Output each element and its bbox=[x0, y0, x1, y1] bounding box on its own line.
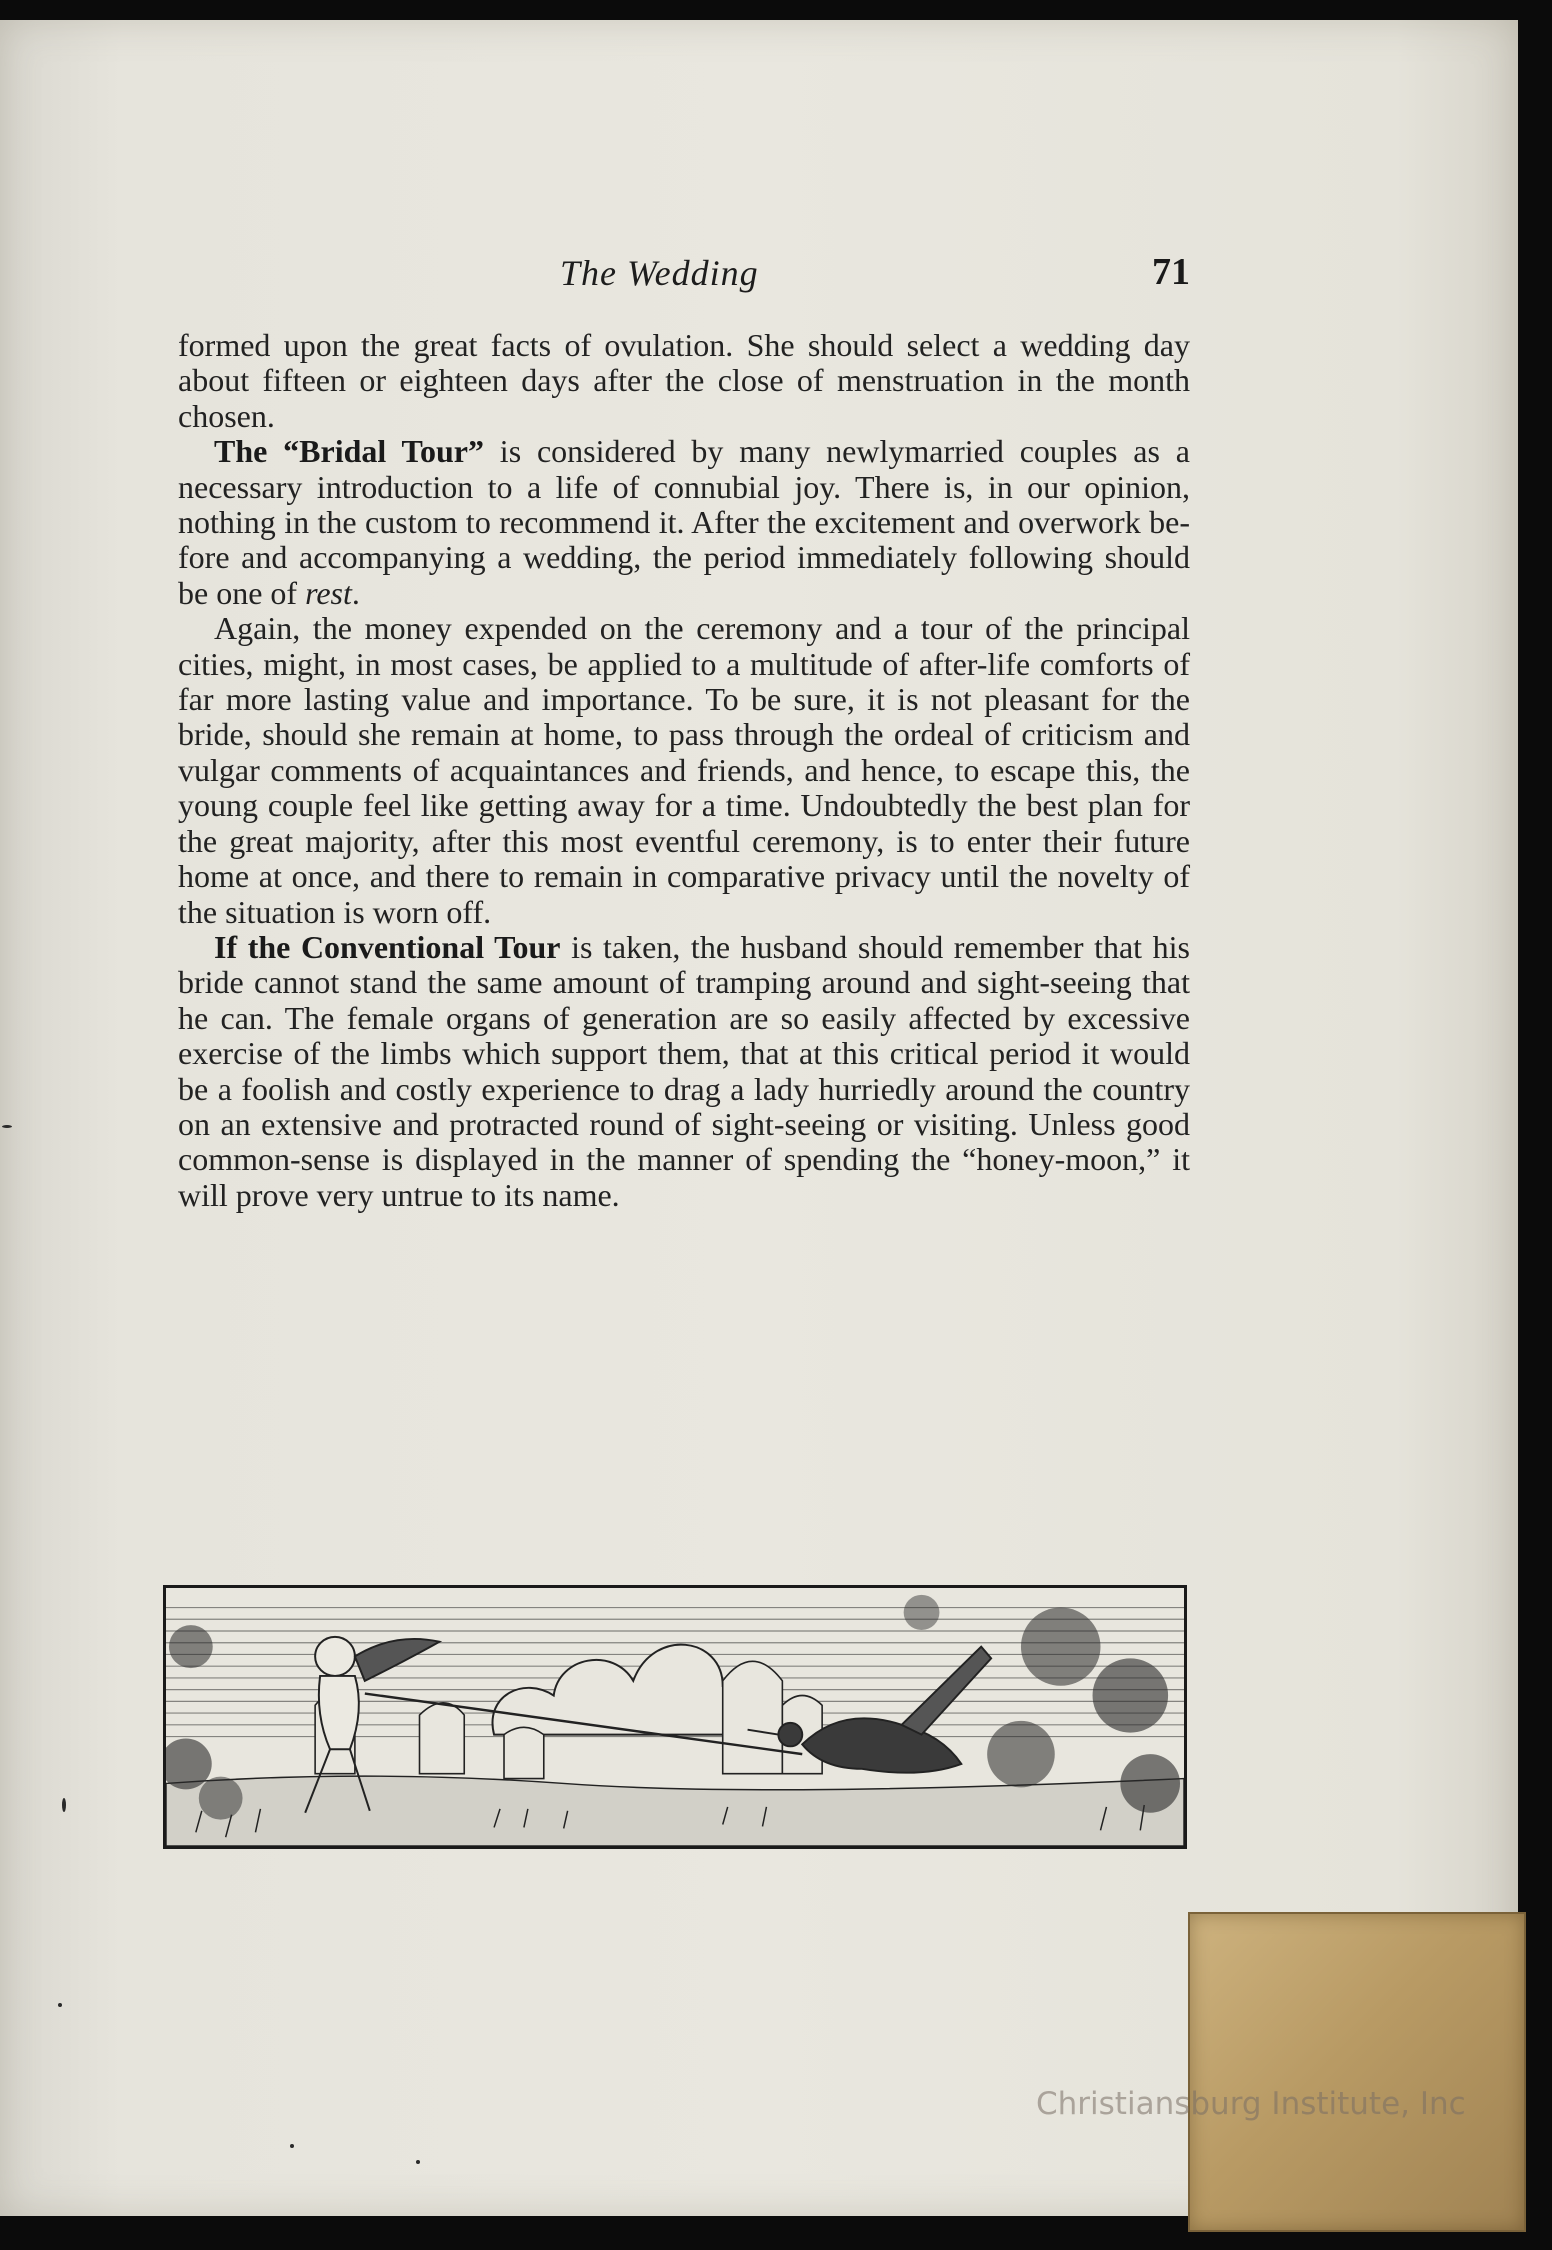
paragraph-3-text: Again, the money expended on the ceremony and a tour of the principal cities, might, in most cases, be applied to a multitude of after-life comforts of far more lasting value and importance. To be sure, it is not pleasant for the bride, should she remain at home, to pass through the ordeal of criticism and vulgar comments of acquaintances and friends, and hence, to escape this, the young couple feel like getting away for a time. Undoubtedly the best plan for the great majority, after this most eventful ceremony, is to enter their future home at once, and there to remain in comparative privacy until the novelty of the situation is worn off. bbox=[178, 610, 1190, 930]
illustration-drawing bbox=[166, 1588, 1184, 1846]
paper-speck bbox=[62, 1798, 66, 1812]
bookmark-tab bbox=[1188, 1912, 1526, 2232]
paragraph-4-lead: If the Conventional Tour bbox=[214, 928, 561, 965]
paragraph-2-text: is considered by many newlymarried couples as a necessary introduction to a life of connubial joy. There is, in our opinion, nothing in the custom to recommend it. After the excitement and overwork before and accompanying a wedding, the period immediately following should be one of bbox=[178, 433, 1191, 611]
paragraph-2-emphasis: rest bbox=[305, 574, 352, 611]
paragraph-2-lead: The “Bridal Tour” bbox=[214, 433, 484, 470]
paragraph-4-text: is taken, the husband should remember that his bride cannot stand the same amount of tramping around and sight-seeing that he can. The female organs of generation are so easily affected by excessive exercise of the limbs which support them, that at this critical period it would be a foolish and costly experience to drag a lady hurriedly around the country on an extensive and protracted round of sight-seeing or visiting. Unless good common-sense is displayed in the manner of spending the “honey-moon,” it will prove very untrue to its name. bbox=[178, 928, 1191, 1213]
paragraph-2-tail: . bbox=[351, 574, 360, 611]
body-text bbox=[178, 328, 1190, 1213]
watermark: Christiansburg Institute, Inc bbox=[1036, 2086, 1466, 2122]
paragraph-2 bbox=[178, 434, 1190, 611]
paper-speck bbox=[290, 2144, 294, 2148]
paragraph-3 bbox=[178, 611, 1190, 930]
paragraph-1 bbox=[178, 328, 1190, 434]
paper-speck bbox=[416, 2160, 420, 2164]
paper-speck bbox=[2, 1125, 12, 1128]
ground bbox=[166, 1776, 1184, 1846]
page-number: 71 bbox=[1152, 251, 1190, 293]
paper-speck bbox=[58, 2003, 62, 2007]
paragraph-4 bbox=[178, 930, 1190, 1213]
chapter-title: The Wedding bbox=[560, 253, 759, 293]
cupid-pulling-bird-illustration bbox=[163, 1585, 1187, 1849]
paragraph-1-text: formed upon the great facts of ovulation. She should select a wedding day about fifteen or eighteen days after the close of menstruation in the month chosen. bbox=[178, 327, 1190, 434]
running-header bbox=[178, 252, 1190, 302]
book-page bbox=[0, 20, 1518, 2216]
